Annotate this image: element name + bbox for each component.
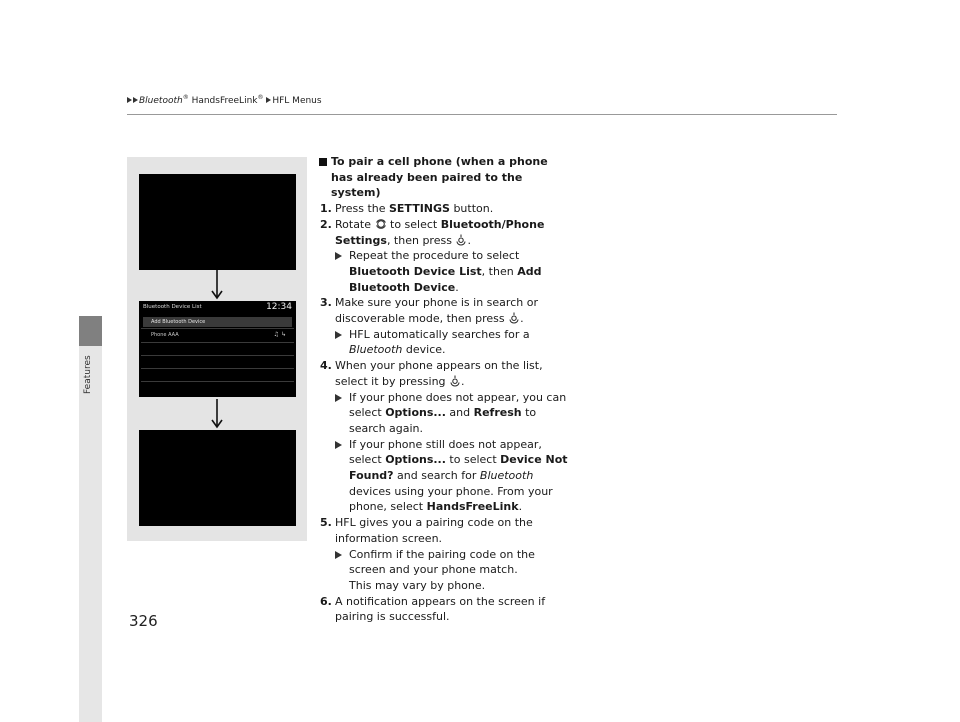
chapter-tab xyxy=(79,316,102,346)
page-number: 326 xyxy=(129,612,158,630)
note-arrow-icon xyxy=(335,331,342,339)
step-5: 5. HFL gives you a pairing code on the information screen. xyxy=(320,516,533,545)
step-6: 6. A notification appears on the screen if pairing is successful. xyxy=(320,594,546,624)
heading-square-icon xyxy=(319,158,327,166)
screen-divider xyxy=(141,328,294,329)
chapter-rail xyxy=(79,346,102,722)
step-3: 3. Make sure your phone is in search or discoverable mode, then press . xyxy=(320,296,538,326)
breadcrumb-arrow-icon xyxy=(266,97,271,103)
list-item: Add Bluetooth Device xyxy=(143,317,292,327)
note-arrow-icon xyxy=(335,394,342,402)
step-4: 4. When your phone appears on the list, select it by pressing . xyxy=(320,359,543,388)
step-2: 2. Rotate to select Bluetooth/Phone Settings, then press . xyxy=(320,217,545,247)
header-divider xyxy=(127,114,837,115)
press-selector-icon xyxy=(449,375,461,387)
chapter-label: Features xyxy=(83,355,93,394)
screen-title: Bluetooth Device List xyxy=(143,304,202,310)
screen-divider xyxy=(141,355,294,356)
list-item: Phone AAA ♫ ↳ xyxy=(151,331,286,338)
step-2-note: Repeat the procedure to select Bluetooth Device List, then Add Bluetooth Device. xyxy=(319,248,569,295)
breadcrumb: Bluetooth® HandsFreeLink® HFL Menus xyxy=(127,94,322,106)
screen-divider xyxy=(141,381,294,382)
step-4-note-1: If your phone does not appear, you can select Options... and Refresh to search again. xyxy=(319,390,569,437)
step-5-note: Confirm if the pairing code on the screen and your phone match. This may vary by phone. xyxy=(319,547,569,594)
instructions xyxy=(319,154,569,625)
step-3-note: HFL automatically searches for a Bluetooth device. xyxy=(319,327,569,358)
note-arrow-icon xyxy=(335,441,342,449)
down-arrow-icon xyxy=(211,270,223,300)
display-screen-1 xyxy=(139,174,296,270)
down-arrow-icon xyxy=(211,399,223,429)
press-selector-icon xyxy=(455,234,467,246)
screen-divider xyxy=(141,342,294,343)
breadcrumb-arrow-icon xyxy=(127,97,132,103)
screen-clock: 12:34 xyxy=(266,302,292,312)
phone-status-icon: ♫ ↳ xyxy=(273,331,286,338)
section-heading: To pair a cell phone (when a phone has already been paired to the system) xyxy=(319,154,569,201)
screen-divider xyxy=(141,368,294,369)
step-1: 1. Press the SETTINGS button. xyxy=(320,202,494,216)
display-screen-3 xyxy=(139,430,296,526)
breadcrumb-arrow-icon xyxy=(133,97,138,103)
interface-dial-icon xyxy=(375,218,387,230)
display-screen-bluetooth-list xyxy=(139,301,296,397)
step-4-note-2: If your phone still does not appear, select Options... to select Device Not Found? and search for Bluetooth devices using your phone. From your phone, select HandsFreeLink. xyxy=(319,437,569,516)
press-selector-icon xyxy=(508,312,520,324)
note-arrow-icon xyxy=(335,551,342,559)
note-arrow-icon xyxy=(335,252,342,260)
